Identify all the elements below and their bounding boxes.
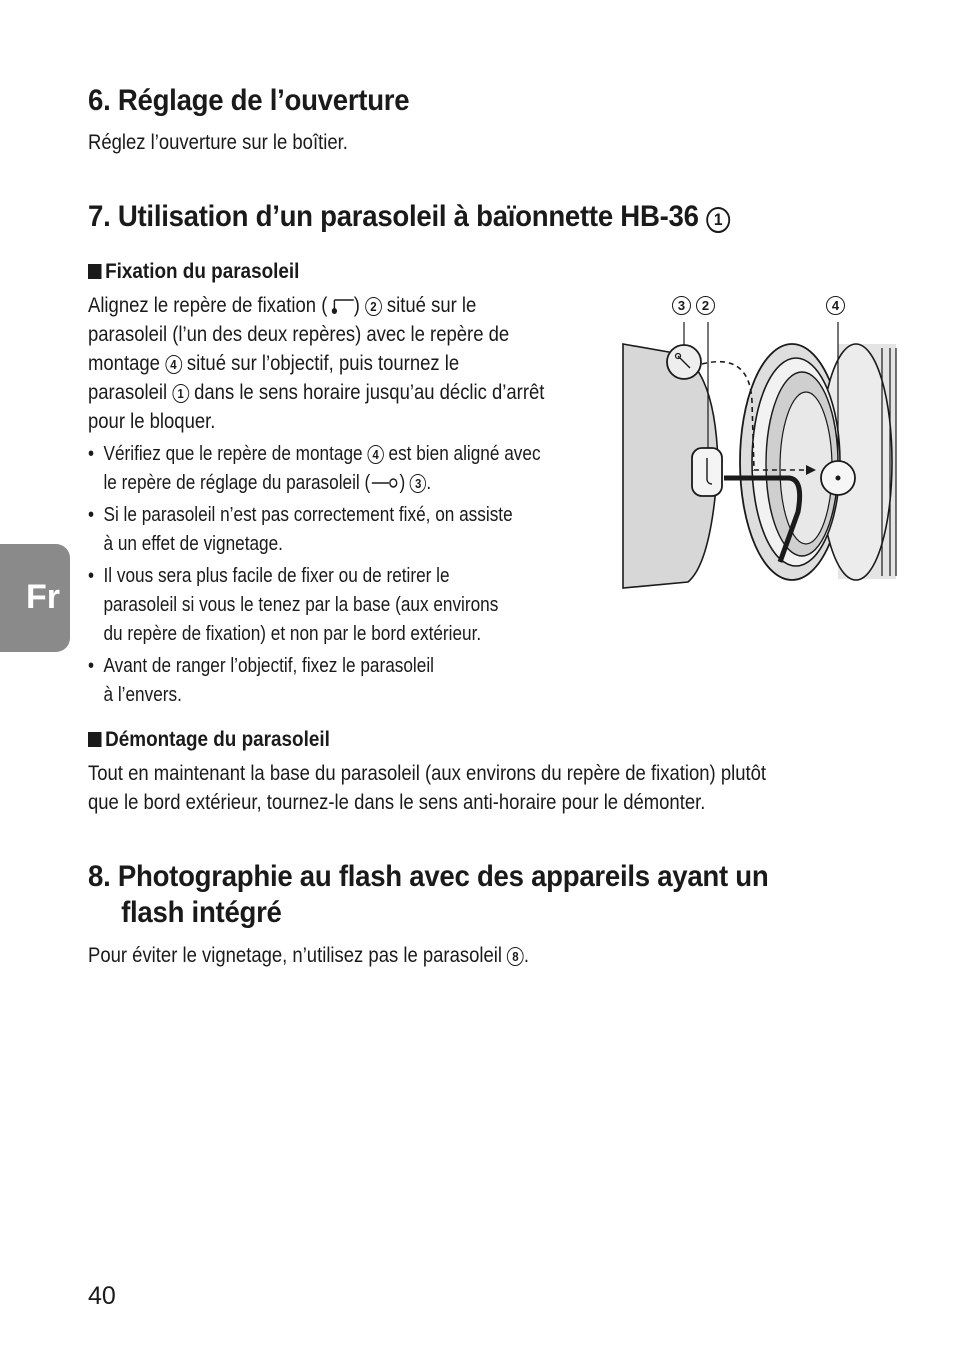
lens-hood-illustration [620, 292, 898, 592]
list-item: • Avant de ranger l’objectif, fixez le parasoleil à l’envers. [88, 655, 434, 706]
callout-4: 4 [165, 355, 182, 374]
list-item: • Il vous sera plus facile de fixer ou de retirer le parasoleil si vous le tenez par la base (aux environs du repère de fixation) et non par le bord extérieur. [88, 565, 499, 645]
section-8-title: 8. Photographie au flash avec des appareils ayant un flash intégré [88, 860, 769, 929]
callout-3: 3 [410, 474, 426, 493]
demontage-paragraph: Tout en maintenant la base du parasoleil (aux environs du repère de fixation) plutôt que le bord extérieur, tournez-le dans le sens anti-horaire pour le démonter. [88, 762, 767, 814]
square-bullet-icon [88, 264, 102, 279]
section-8-text: Pour éviter le vignetage, n’utilisez pas le parasoleil 8 . [88, 944, 529, 967]
callout-4: 4 [826, 296, 845, 315]
callout-2: 2 [696, 296, 715, 315]
mounting-index-icon [327, 298, 353, 312]
callout-1: 1 [706, 207, 730, 233]
hood-index-icon [370, 472, 399, 494]
square-bullet-icon [88, 732, 102, 747]
callout-2: 2 [365, 297, 382, 316]
callout-1: 1 [172, 384, 189, 403]
callout-3: 3 [672, 296, 691, 315]
fixation-heading: Fixation du parasoleil [88, 260, 299, 284]
language-tab-label: Fr [26, 578, 60, 616]
section-6-text: Réglez l’ouverture sur le boîtier. [88, 131, 348, 154]
fixation-paragraph: Alignez le repère de fixation ( ) 2 situé sur le parasoleil (l’un des deux repères) avec le repère de montage 4 situé sur l’objectif, puis tournez le parasoleil 1 dans le sens horaire jusqu’au déclic d’arrêt pour le bloquer. [88, 294, 545, 433]
list-item: • Si le parasoleil n’est pas correctement fixé, on assiste à un effet de vignetage. [88, 504, 513, 555]
section-6-title: 6. Réglage de l’ouverture [88, 84, 410, 117]
page-number: 40 [88, 1282, 116, 1310]
list-item: • Vérifiez que le repère de montage 4 est bien aligné avec le repère de réglage du parasoleil ( ) 3 . [88, 443, 541, 494]
callout-8: 8 [507, 947, 524, 966]
bullet-list [88, 440, 541, 710]
callout-4: 4 [367, 445, 383, 464]
section-7-title: 7. Utilisation d’un parasoleil à baïonnette HB-36 1 [88, 200, 730, 234]
demontage-heading: Démontage du parasoleil [88, 728, 330, 752]
